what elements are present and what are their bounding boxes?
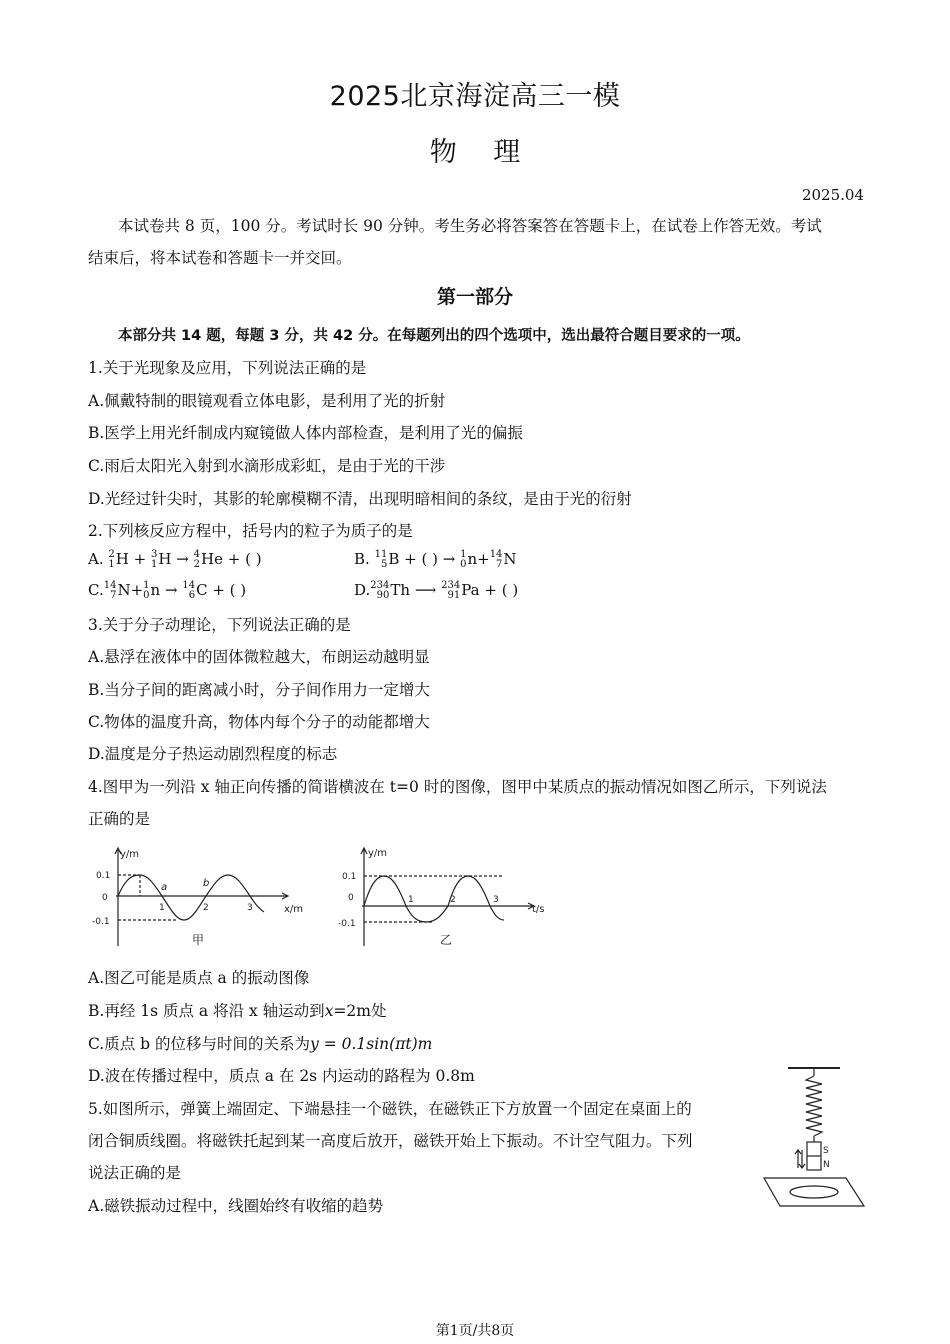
- q1-stem: 1.关于光现象及应用，下列说法正确的是: [88, 359, 367, 377]
- q1-option-b: B.医学上用光纤制成内窥镜做人体内部检查，是利用了光的偏振: [88, 424, 523, 442]
- page-number: 第1页/共8页: [435, 1323, 515, 1339]
- magnet-pole-n: N: [823, 1160, 830, 1170]
- q3-option-c: C.物体的温度升高，物体内每个分子的动能都增大: [88, 713, 430, 731]
- jia-xlabel: x/m: [284, 904, 304, 915]
- jia-ylabel: y/m: [120, 849, 140, 860]
- q5-stem-line-3: 说法正确的是: [88, 1164, 182, 1182]
- yi-ytick-zero: 0: [348, 893, 354, 903]
- q2-option-a: A. 2 1 H + 3 1 H → 4 2 He + ( ): [88, 549, 262, 570]
- jia-point-a: a: [161, 882, 168, 893]
- intro-line-1: 本试卷共 8 页，100 分。考试时长 90 分钟。考生务必将答案答在答题卡上，在试卷上作答无效。考试: [118, 217, 822, 235]
- q1-option-c: C.雨后太阳光入射到水滴形成彩虹，是由于光的干涉: [88, 457, 446, 475]
- yi-wave-curve: [364, 876, 504, 922]
- q2-option-c: C. 14 7 N+ 1 0 n → 14 6 C + ( ): [88, 580, 247, 601]
- part-title: 第一部分: [436, 286, 513, 308]
- jia-ytick-zero: 0: [102, 893, 108, 903]
- q4-stem-line-1: 4.图甲为一列沿 x 轴正向传播的简谐横波在 t=0 时的图像，图甲中某质点的振动情况如图乙所示，下列说法: [88, 778, 827, 796]
- part-instruction: 本部分共 14 题，每题 3 分，共 42 分。在每题列出的四个选项中，选出最符合题目要求的一项。: [118, 328, 750, 344]
- jia-xtick-1: 1: [159, 903, 165, 913]
- yi-ylabel: y/m: [368, 848, 388, 859]
- q5-stem-line-2: 闭合铜质线圈。将磁铁托起到某一高度后放开，磁铁开始上下振动。不计空气阻力。下列: [88, 1132, 693, 1150]
- yi-xtick-1: 1: [408, 895, 414, 905]
- q3-option-b: B.当分子间的距离减小时，分子间作用力一定增大: [88, 681, 430, 699]
- vibration-graph-yi: [336, 840, 556, 955]
- q5-stem-line-1: 5.如图所示，弹簧上端固定、下端悬挂一个磁铁，在磁铁正下方放置一个固定在桌面上的: [88, 1100, 692, 1118]
- jia-ytick-pos: 0.1: [96, 871, 111, 881]
- jia-ytick-neg: -0.1: [92, 917, 110, 927]
- q4-option-d: D.波在传播过程中，质点 a 在 2s 内运动的路程为 0.8m: [88, 1067, 475, 1085]
- q3-stem: 3.关于分子动理论，下列说法正确的是: [88, 616, 351, 634]
- spring-coil: [806, 1076, 822, 1136]
- yi-xtick-2: 2: [450, 895, 456, 905]
- q4-stem-line-2: 正确的是: [88, 810, 151, 828]
- q3-option-a: A.悬浮在液体中的固体微粒越大，布朗运动越明显: [88, 648, 430, 666]
- q2-option-d: D. 234 90 Th ⟶ 234 91 Pa + ( ): [354, 580, 519, 601]
- q5-option-a: A.磁铁振动过程中，线圈始终有收缩的趋势: [88, 1197, 384, 1215]
- copper-coil: [790, 1186, 838, 1198]
- jia-xtick-2: 2: [203, 903, 209, 913]
- jia-point-b: b: [203, 878, 210, 889]
- q4-option-a: A.图乙可能是质点 a 的振动图像: [88, 969, 310, 987]
- intro-line-2: 结束后，将本试卷和答题卡一并交回。: [88, 249, 352, 267]
- jia-caption: 甲: [192, 933, 205, 947]
- exam-date: 2025.04: [801, 186, 864, 204]
- magnet-pole-s: S: [823, 1146, 829, 1156]
- yi-xlabel: t/s: [532, 904, 545, 915]
- yi-ytick-pos: 0.1: [342, 872, 357, 882]
- jia-xtick-3: 3: [247, 903, 253, 913]
- exam-title: 2025北京海淀高三一模: [329, 81, 621, 112]
- table-surface: [764, 1178, 864, 1206]
- q2-option-b: B. 11 5 B + ( ) → 1 0 n+ 14 7 N: [354, 549, 517, 570]
- q2-stem: 2.下列核反应方程中，括号内的粒子为质子的是: [88, 522, 413, 540]
- spring-magnet-figure: [758, 1062, 868, 1212]
- q4-option-c: C.质点 b 的位移与时间的关系为y = 0.1sin(πt)m: [88, 1035, 433, 1053]
- q1-option-d: D.光经过针尖时，其影的轮廓模糊不清，出现明暗相间的条纹，是由于光的衍射: [88, 490, 632, 508]
- yi-caption: 乙: [440, 933, 453, 947]
- subject-title: 物 理: [429, 137, 521, 168]
- wave-graph-jia: [88, 840, 308, 955]
- q3-option-d: D.温度是分子热运动剧烈程度的标志: [88, 745, 338, 763]
- yi-ytick-neg: -0.1: [338, 919, 356, 929]
- q1-option-a: A.佩戴特制的眼镜观看立体电影，是利用了光的折射: [88, 392, 446, 410]
- yi-xtick-3: 3: [493, 895, 499, 905]
- q4-option-b: B.再经 1s 质点 a 将沿 x 轴运动到x=2m处: [88, 1002, 387, 1020]
